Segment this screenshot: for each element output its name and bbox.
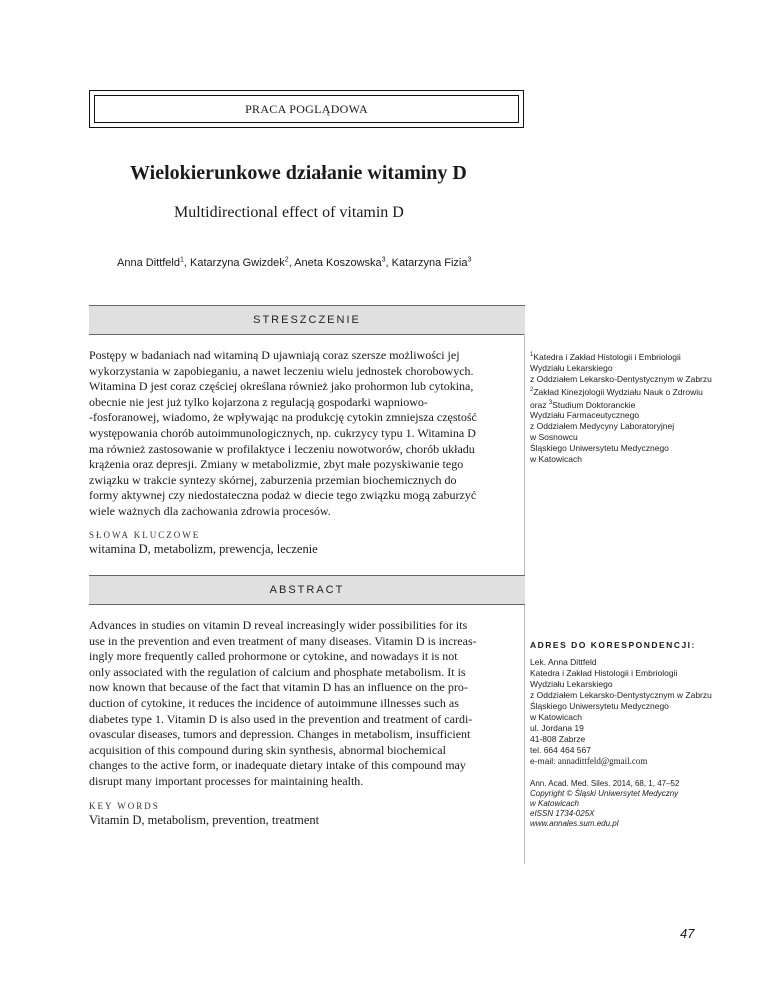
page-number: 47	[680, 926, 695, 941]
article-type-box	[89, 90, 524, 128]
email-link[interactable]: annadittfeld@gmail.com	[557, 756, 648, 766]
author: Aneta Koszowska$^3$,	[294, 256, 392, 269]
affiliations: $^1$Katedra i Zakład Histologii i Embriologii Wydziału Lekarskiego z Oddziałem Lekarsko-Dentystycznym w Zabrzu $^2$Zakład Kinezjologii Wydziału Nauk o Zdrowiu oraz $^3$Studium Doktoranckie Wydziału Farmaceutycznego z Oddziałem Medycyny Laboratoryjnej w Sosnowcu Śląskiego Uniwersytetu Medycznego w Katowicach	[530, 351, 712, 465]
streszczenie-heading: STRESZCZENIE	[89, 305, 525, 335]
abstract-heading: ABSTRACT	[89, 575, 525, 605]
citation-block: Ann. Acad. Med. Siles. 2014, 68, 1, 47–52 Copyright © Śląski Uniwersytet Medyczny w Katowicach eISSN 1734-025X www.annales.sum.edu.pl	[530, 779, 730, 829]
author: Anna Dittfeld$^1$,	[117, 256, 191, 269]
author: Katarzyna Gwizdek$^2$,	[190, 256, 295, 269]
author: Katarzyna Fizia$^3$	[391, 256, 472, 269]
author-list	[117, 256, 471, 269]
streszczenie-text: Postępy w badaniach nad witaminą D ujawniają coraz szersze możliwości jej wykorzystania w zapobieganiu, a nawet leczeniu wielu jednostek chorobowych. Witamina D jest coraz częściej określana również jako prohormon lub cytokina, obecnie nie jest już tylko kojarzona z regulacją gospodarki wapniowo- -fosforanowej, wiadomo, że wpływając na produkcję cytokin zmniejsza częstość występowania chorób autoimmunologicznych, np. cukrzycy typu 1. Witamina D ma również zastosowanie w profilaktyce i leczeniu nowotworów, chorób układu krążenia oraz depresji. Zmiany w metabolizmie, zbyt małe pozyskiwanie tego związku w trakcie syntezy skórnej, zaburzenia przemian biochemicznych do formy aktywnej czy niedostateczna podaż w diecie tego związku mogą zaburzyć wiele ważnych dla zachowania zdrowia procesów.	[89, 348, 477, 518]
correspondence-address: Lek. Anna Dittfeld Katedra i Zakład Histologii i Embriologii Wydziału Lekarskiego z Oddziałem Lekarsko-Dentystycznym w Zabrzu Śląskiego Uniwersytetu Medycznego w Katowicach ul. Jordana 19 41-808 Zabrze tel. 664 464 567 e-mail: annadittfeld@gmail.com	[530, 657, 712, 766]
article-type-label: PRACA POGLĄDOWA	[94, 95, 519, 123]
article-subtitle: Multidirectional effect of vitamin D	[174, 204, 404, 221]
slowa-kluczowe-label: SŁOWA KLUCZOWE	[89, 530, 201, 540]
slowa-kluczowe-text: witamina D, metabolizm, prewencja, leczenie	[89, 542, 318, 556]
article-title: Wielokierunkowe działanie witaminy D	[130, 162, 467, 184]
abstract-text: Advances in studies on vitamin D reveal increasingly wider possibilities for its use in the prevention and even treatment of many diseases. Vitamin D is increas- ingly more frequently called prohormone or cytokine, and nowadays it is not only associated with the regulation of calcium and phosphate metabolism. It is now known that because of the fact that vitamin D has an influence on the pro- duction of cytokine, it reduces the incidence of autoimmune illnesses such as diabetes type 1. Vitamin D is also used in the prevention and treatment of cardi- ovascular diseases, tumors and depression. Changes in metabolism, insufficient acquisition of this compound during skin synthesis, abnormal biochemical changes to the active form, or inadequate dietary intake of this compound may disrupt many important processes for maintaining health.	[89, 618, 477, 788]
correspondence-heading: ADRES DO KORESPONDENCJI:	[530, 640, 696, 650]
journal-url[interactable]: www.annales.sum.edu.pl	[530, 819, 619, 828]
key-words-label: KEY WORDS	[89, 801, 160, 811]
key-words-text: Vitamin D, metabolism, prevention, treatment	[89, 813, 320, 827]
